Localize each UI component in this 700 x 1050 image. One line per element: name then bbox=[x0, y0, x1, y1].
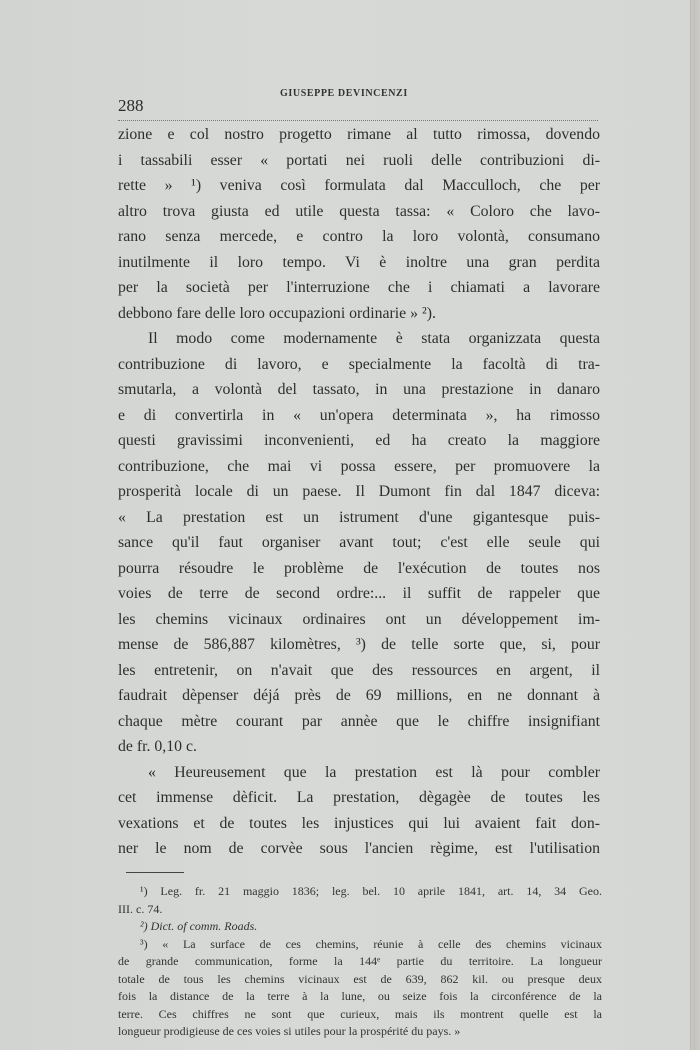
page-header bbox=[118, 84, 598, 120]
body-line: « Heureusement que la prestation est là pour combler bbox=[148, 763, 600, 781]
footnote-text: III. c. 74. bbox=[118, 901, 163, 916]
footnote-text: fois la distance de la terre à la lune, ou seize fois la circonférence de la bbox=[118, 989, 602, 1003]
body-line: contribuzione, che mai vi possa essere, per promuovere la bbox=[118, 457, 600, 475]
header-dotted-rule bbox=[118, 120, 598, 121]
footnotes bbox=[118, 884, 602, 1042]
footnote-text: ²) Dict. of comm. Roads. bbox=[140, 919, 258, 933]
footnote-line bbox=[118, 954, 602, 969]
body-line: altro trova giusta ed utile questa tassa: « Coloro che lavo- bbox=[118, 202, 600, 220]
body-line: e di convertirla in « un'opera determinata », ha rimosso bbox=[118, 406, 600, 424]
footnote-line bbox=[118, 1007, 602, 1022]
footnote-text: terre. Ces chiffres ne sont que curieux, mais ils montrent quelle est la bbox=[118, 1006, 602, 1021]
body-line: Il modo come modernamente è stata organizzata questa bbox=[148, 330, 600, 347]
body-line: chaque mètre courant par annèe que le chiffre insignifiant bbox=[118, 712, 600, 730]
footnote-separator bbox=[126, 872, 184, 873]
footnote-line bbox=[118, 902, 602, 917]
body-line: questi gravissimi inconvenienti, ed ha creato la maggiore bbox=[118, 432, 600, 449]
body-line: ner le nom de corvèe sous l'ancien règime, est l'utilisation bbox=[118, 840, 600, 857]
footnote-line bbox=[118, 884, 602, 899]
footnote-text: ³) « La surface de ces chemins, réunie à celle des chemins vicinaux bbox=[140, 936, 602, 951]
body-line: inutilmente il loro tempo. Vi è inoltre una gran perdita bbox=[118, 253, 600, 271]
body-line: zione e col nostro progetto rimane al tutto rimossa, dovendo bbox=[118, 126, 600, 143]
body-line: prosperità locale di un paese. Il Dumont fin dal 1847 diceva: bbox=[118, 483, 600, 500]
body-line: smutarla, a volontà del tassato, in una prestazione in danaro bbox=[118, 381, 600, 398]
body-line: les entretenir, on n'avait que des ressources en argent, il bbox=[118, 661, 600, 679]
footnote-text: totale de tous les chemins vicinaux est de 639, 862 kil. ou presque deux bbox=[118, 971, 602, 986]
footnote-text: longueur prodigieuse de ces voies si utiles pour la prospérité du pays. » bbox=[118, 1024, 461, 1038]
body-line: de fr. 0,10 c. bbox=[118, 738, 197, 755]
body-line: i tassabili esser « portati nei ruoli delle contribuzioni di- bbox=[118, 151, 600, 169]
body-line: vexations et de toutes les injustices qui lui avaient fait don- bbox=[118, 814, 600, 832]
footnote-line bbox=[118, 989, 602, 1004]
footnote-line bbox=[118, 919, 602, 934]
body-line: « La prestation est un istrument d'une gigantesque puis- bbox=[118, 508, 600, 526]
body-line: contribuzione di lavoro, e specialmente la facoltà di tra- bbox=[118, 355, 600, 373]
body-line: per la società per l'interruzione che i chiamati a lavorare bbox=[118, 279, 600, 296]
running-head: GIUSEPPE DEVINCENZI bbox=[280, 88, 408, 99]
footnote-line bbox=[118, 937, 602, 952]
body-text bbox=[118, 124, 600, 864]
body-line: rano senza mercede, e contro la loro volontà, consumano bbox=[118, 228, 600, 245]
body-line: les chemins vicinaux ordinaires ont un développement im- bbox=[118, 610, 600, 628]
body-line: sance qu'il faut organiser avant tout; c'est elle seule qui bbox=[118, 534, 600, 551]
body-line: rette » ¹) veniva così formulata dal Macculloch, che per bbox=[118, 177, 600, 194]
body-line: pourra résoudre le problème de l'exécution de toutes nos bbox=[118, 559, 600, 577]
footnote-text: ¹) Leg. fr. 21 maggio 1836; leg. bel. 10 aprile 1841, art. 14, 34 Geo. bbox=[140, 884, 602, 898]
footnote-line bbox=[118, 1024, 602, 1039]
body-line: voies de terre de second ordre:... il suffit de rappeler que bbox=[118, 585, 600, 602]
body-line: cet immense dèficit. La prestation, dègagèe de toutes les bbox=[118, 789, 600, 806]
footnote-line bbox=[118, 972, 602, 987]
page-number: 288 bbox=[118, 96, 144, 115]
page-edge bbox=[690, 0, 700, 1050]
body-line: mense de 586,887 kilomètres, ³) de telle sorte que, si, pour bbox=[118, 636, 600, 653]
body-line: faudrait dèpenser déjá près de 69 millions, en ne donnant à bbox=[118, 687, 600, 704]
footnote-text: de grande communication, forme la 144ᵉ partie du territoire. La longueur bbox=[118, 954, 602, 968]
body-line: debbono fare delle loro occupazioni ordinarie » ²). bbox=[118, 304, 436, 322]
